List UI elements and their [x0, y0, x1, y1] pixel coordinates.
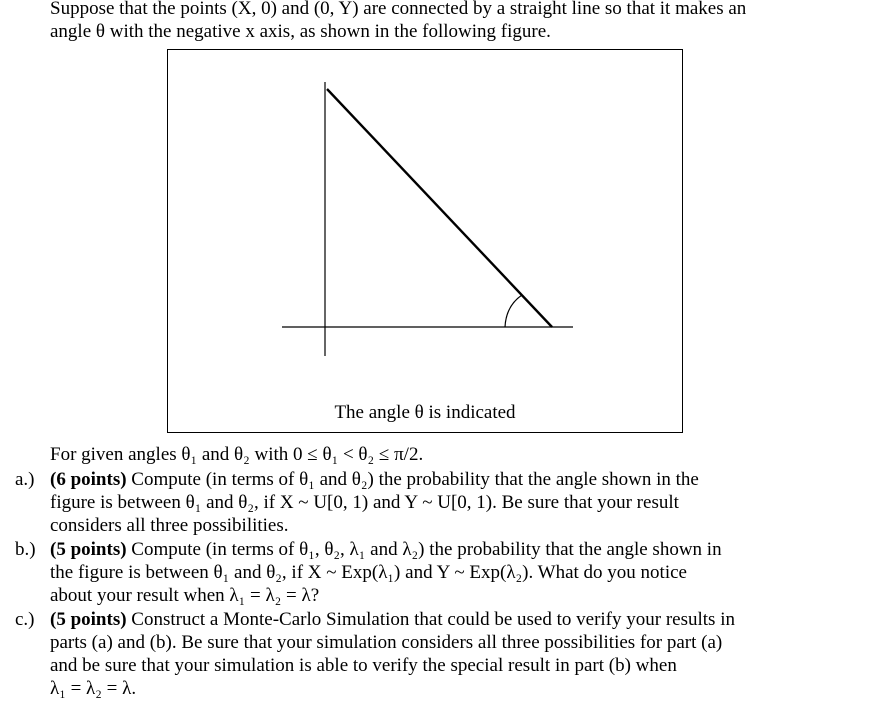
part-c-points: (5 points) [50, 609, 127, 630]
angle-arc [505, 295, 522, 327]
part-c-text-1: Construct a Monte-Carlo Simulation that could be used to verify your results in [131, 609, 735, 630]
part-c-line-3: and be sure that your simulation is able to verify the special result in part (b) when [50, 655, 677, 676]
figure-frame [167, 49, 683, 433]
part-c-label: c.) [15, 609, 35, 630]
part-c-line-4: λ₁ = λ₂ = λ. [50, 678, 137, 699]
part-b-line-3: about your result when λ₁ = λ₂ = λ? [50, 585, 320, 606]
intro-line-1: Suppose that the points (X, 0) and (0, Y) are connected by a straight line so that it makes an [50, 0, 747, 19]
part-b-points: (5 points) [50, 539, 127, 560]
part-c-line-1 [50, 608, 735, 631]
part-a-points: (6 points) [50, 469, 127, 490]
part-a-line-3: considers all three possibilities. [50, 515, 289, 536]
part-b-line-1 [50, 538, 722, 561]
part-a-line-1 [50, 468, 699, 491]
part-a-line-2: figure is between θ₁ and θ₂, if X ~ U[0, 1) and Y ~ U[0, 1). Be sure that your result [50, 492, 679, 513]
part-a-text-1: Compute (in terms of θ₁ and θ₂) the probability that the angle shown in the [131, 469, 699, 490]
part-b-text-1: Compute (in terms of θ₁, θ₂, λ₁ and λ₂) the probability that the angle shown in [131, 539, 722, 560]
intro-line-2: angle θ with the negative x axis, as shown in the following figure. [50, 21, 551, 42]
angle-diagram [168, 50, 682, 432]
connecting-line [327, 89, 552, 327]
figure-caption: The angle θ is indicated [334, 402, 516, 423]
given-statement: For given angles θ₁ and θ₂ with 0 ≤ θ₁ < θ₂ ≤ π/2. [50, 444, 424, 465]
part-b-label: b.) [15, 539, 36, 560]
part-b-line-2: the figure is between θ₁ and θ₂, if X ~ Exp(λ₁) and Y ~ Exp(λ₂). What do you notice [50, 562, 687, 583]
part-a-label: a.) [15, 469, 35, 490]
part-c-line-2: parts (a) and (b). Be sure that your simulation considers all three possibilities for part (a) [50, 632, 723, 653]
